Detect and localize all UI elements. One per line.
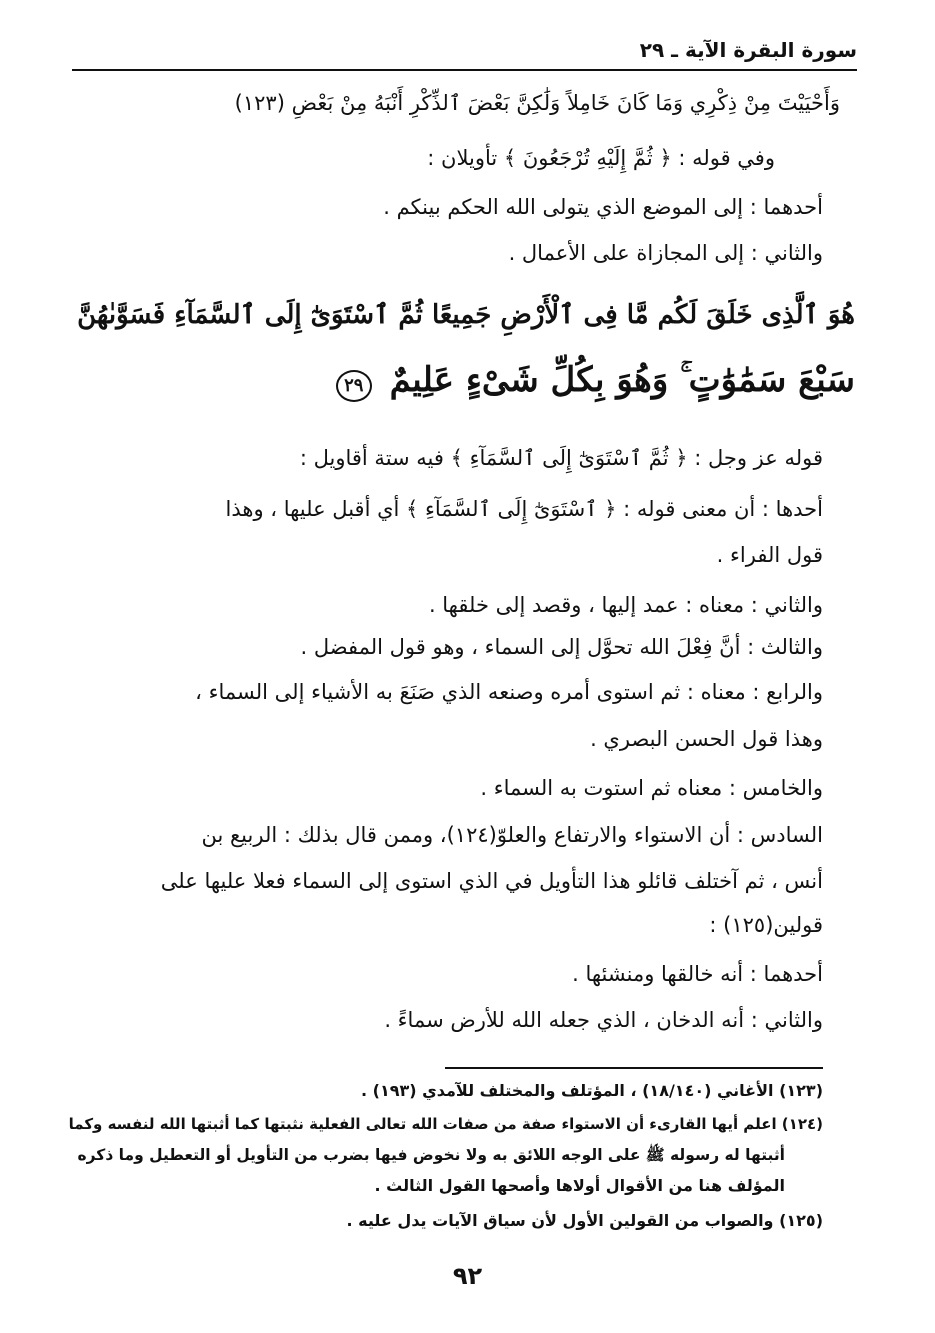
text-line: السادس : أن الاستواء والارتفاع والعلوّ(١٢٤)، وممن قال بذلك : الربيع بن <box>201 823 823 847</box>
text-line: والرابع : معناه : ثم استوى أمره وصنعه الذي صَنَعَ به الأشياء إلى السماء ، <box>195 680 823 704</box>
text-line: أحدها : أن معنى قوله : ﴿ ٱسْتَوَىٰٓ إِلَى ٱلسَّمَآءِ ﴾ أي أقبل عليها ، وهذا <box>225 497 823 521</box>
text-line: أحدهما : أنه خالقها ومنشئها . <box>572 962 823 986</box>
text-line: أحدهما : إلى الموضع الذي يتولى الله الحكم بينكم . <box>383 195 823 219</box>
text-line: والثالث : أنَّ فِعْلَ الله تحوَّل إلى السماء ، وهو قول المفضل . <box>300 635 823 659</box>
verse-text: سَبْعَ سَمَٰوَٰتٍ ۚ وَهُوَ بِكُلِّ شَىْءٍ عَلِيمٌ <box>389 360 855 400</box>
text-line: قوله عز وجل : ﴿ ثُمَّ ٱسْتَوَىٰٓ إِلَى ٱلسَّمَآءِ ﴾ فيه ستة أقاويل : <box>299 446 823 470</box>
text-line: والثاني : أنه الدخان ، الذي جعله الله للأرض سماءً . <box>384 1008 823 1032</box>
page-header: سورة البقرة الآية ـ ٢٩ <box>639 38 857 62</box>
text-line: وهذا قول الحسن البصري . <box>590 727 823 751</box>
footnote-continuation: أثبتها له رسوله ﷺ على الوجه اللائق به ولا نخوض فيها بضرب من التأويل أو التعطيل وما ذكره <box>77 1146 785 1164</box>
header-rule <box>72 69 857 71</box>
page-number: ٩٢ <box>452 1262 483 1290</box>
footnote-rule <box>445 1067 823 1069</box>
quran-verse-line <box>72 355 855 405</box>
text-line: قول الفراء . <box>716 543 823 567</box>
text-line: وفي قوله : ﴿ ثُمَّ إِلَيْهِ تُرْجَعُونَ ﴾ تأويلان : <box>427 146 775 170</box>
verse-number-badge: ٢٩ <box>336 370 372 402</box>
text-line: والثاني : معناه : عمد إليها ، وقصد إلى خلقها . <box>428 593 823 617</box>
text-line: والثاني : إلى المجازاة على الأعمال . <box>508 241 823 265</box>
poem-line: وَأَحْيَيْتَ مِنْ ذِكْرِي وَمَا كَانَ خَامِلاً وَلَٰكِنَّ بَعْضَ ٱلذِّكْرِ أَنْبَهُ مِنْ بَعْضِ (١٢٣) <box>234 91 840 115</box>
text-line: أنس ، ثم آختلف قائلو هذا التأويل في الذي استوى إلى السماء فعلا عليها على <box>160 869 823 893</box>
footnote: (١٢٤) اعلم أيها القارىء أن الاستواء صفة من صفات الله تعالى الفعلية نثبتها كما أثبتها الله لنفسه وكما <box>68 1115 823 1133</box>
footnote-continuation: المؤلف هنا من الأقوال أولاها وأصحها القول الثالث . <box>374 1176 785 1195</box>
footnote: (١٢٥) والصواب من القولين الأول لأن سياق الآيات يدل عليه . <box>346 1211 823 1230</box>
footnote: (١٢٣) الأغاني (١٨/١٤٠) ، المؤتلف والمختلف للآمدي (١٩٣) . <box>360 1081 823 1100</box>
quran-verse-line: هُوَ ٱلَّذِى خَلَقَ لَكُم مَّا فِى ٱلْأَرْضِ جَمِيعًا ثُمَّ ٱسْتَوَىٰٓ إِلَى ٱلسَّمَآءِ فَسَوَّىٰهُنَّ <box>77 300 855 330</box>
text-line: والخامس : معناه ثم استوت به السماء . <box>480 776 823 800</box>
text-line: قولين(١٢٥) : <box>709 913 823 937</box>
